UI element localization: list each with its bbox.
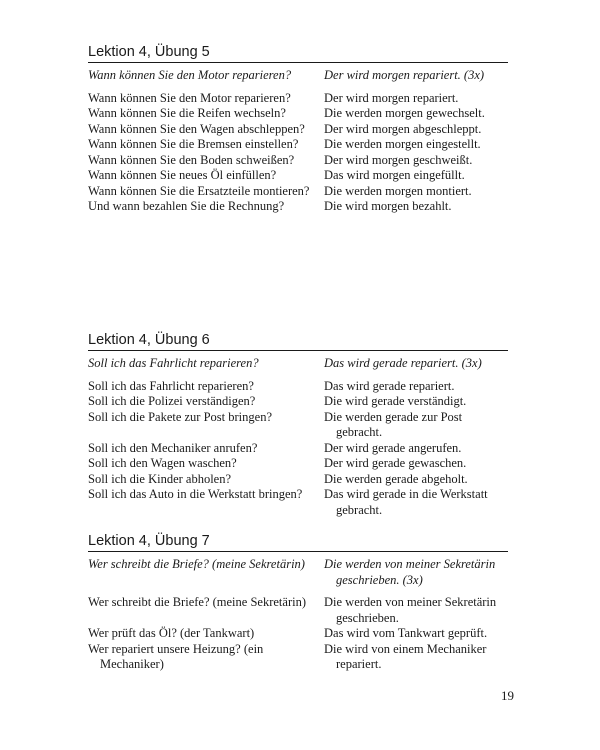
answer: Der wird morgen abgeschleppt. [324,121,482,136]
answer: Die werden gerade abgeholt. [324,471,468,486]
question: Soll ich das Fahrlicht reparieren? [88,378,254,393]
question: Soll ich die Kinder abholen? [88,471,232,486]
answer: Die werden morgen gewechselt. [324,106,485,120]
exercise-row [88,487,508,518]
page-number: 19 [501,688,514,703]
exercise-row [88,137,508,153]
exercise-row [88,626,508,642]
exercise-row [88,91,508,107]
exercise-heading: Lektion 4, Übung 6 [88,330,508,351]
exercise-rows [88,356,508,518]
question: Wer schreibt die Briefe? (meine Sekretärin) [88,595,306,609]
exercise-5 [88,42,508,215]
exercise-7 [88,531,508,673]
answer: Das wird gerade repariert. (3x) [324,356,482,370]
question: Wer prüft das Öl? (der Tankwart) [88,626,255,640]
answer: Das wird vom Tankwart geprüft. [324,626,488,640]
answer: Die wird von einem Mechaniker repariert. [324,641,487,671]
question: Wann können Sie die Bremsen einstellen? [88,137,299,151]
answer: Die werden morgen eingestellt. [324,137,481,151]
question: Soll ich den Mechaniker anrufen? [88,440,258,455]
exercise-row [88,184,508,200]
question: Wer schreibt die Briefe? (meine Sekretärin) [88,557,305,571]
exercise-row [88,394,508,410]
answer: Der wird gerade gewaschen. [324,456,467,470]
exercise-row [88,441,508,457]
answer: Das wird gerade repariert. [324,378,455,393]
answer: Die werden von meiner Sekretärin geschrieben. [324,595,497,625]
question: Wann können Sie den Motor reparieren? [88,90,291,105]
exercise-row [88,153,508,169]
answer: Die werden morgen montiert. [324,183,472,198]
example-row [88,557,508,588]
exercise-rows [88,557,508,673]
question: Wann können Sie neues Öl einfüllen? [88,168,277,182]
exercise-row [88,168,508,184]
exercise-row [88,642,508,673]
question: Wann können Sie die Ersatzteile montieren? [88,183,310,198]
question: Soll ich das Fahrlicht reparieren? [88,356,259,370]
exercise-6 [88,330,508,518]
exercise-row [88,456,508,472]
question: Soll ich den Wagen waschen? [88,456,237,470]
exercise-heading: Lektion 4, Übung 7 [88,531,508,552]
example-row [88,356,508,372]
exercise-row [88,410,508,441]
question: Wann können Sie den Motor reparieren? [88,68,292,82]
exercise-row [88,106,508,122]
answer: Der wird morgen geschweißt. [324,152,473,167]
question: Soll ich das Auto in die Werkstatt bringen? [88,487,303,501]
answer: Der wird gerade angerufen. [324,440,462,455]
answer: Die wird morgen bezahlt. [324,199,452,213]
example-row [88,68,508,84]
answer: Der wird morgen repariert. [324,90,459,105]
question: Wann können Sie den Boden schweißen? [88,152,295,167]
answer: Die wird gerade verständigt. [324,394,467,408]
exercise-row [88,595,508,626]
question: Wann können Sie den Wagen abschleppen? [88,121,305,136]
answer: Das wird gerade in die Werkstatt gebracht. [324,487,488,517]
answer: Die werden gerade zur Post gebracht. [324,409,463,439]
question: Soll ich die Polizei verständigen? [88,394,256,408]
exercise-row [88,472,508,488]
question: Und wann bezahlen Sie die Rechnung? [88,199,285,213]
exercise-heading: Lektion 4, Übung 5 [88,42,508,63]
answer: Der wird morgen repariert. (3x) [324,68,485,82]
question: Wer repariert unsere Heizung? (ein Mechaniker) [88,641,264,671]
answer: Das wird morgen eingefüllt. [324,168,465,182]
exercise-row [88,122,508,138]
exercise-row [88,379,508,395]
exercise-row [88,199,508,215]
question: Wann können Sie die Reifen wechseln? [88,106,286,120]
question: Soll ich die Pakete zur Post bringen? [88,409,272,424]
exercise-rows [88,68,508,215]
answer: Die werden von meiner Sekretärin geschrieben. (3x) [324,557,496,587]
